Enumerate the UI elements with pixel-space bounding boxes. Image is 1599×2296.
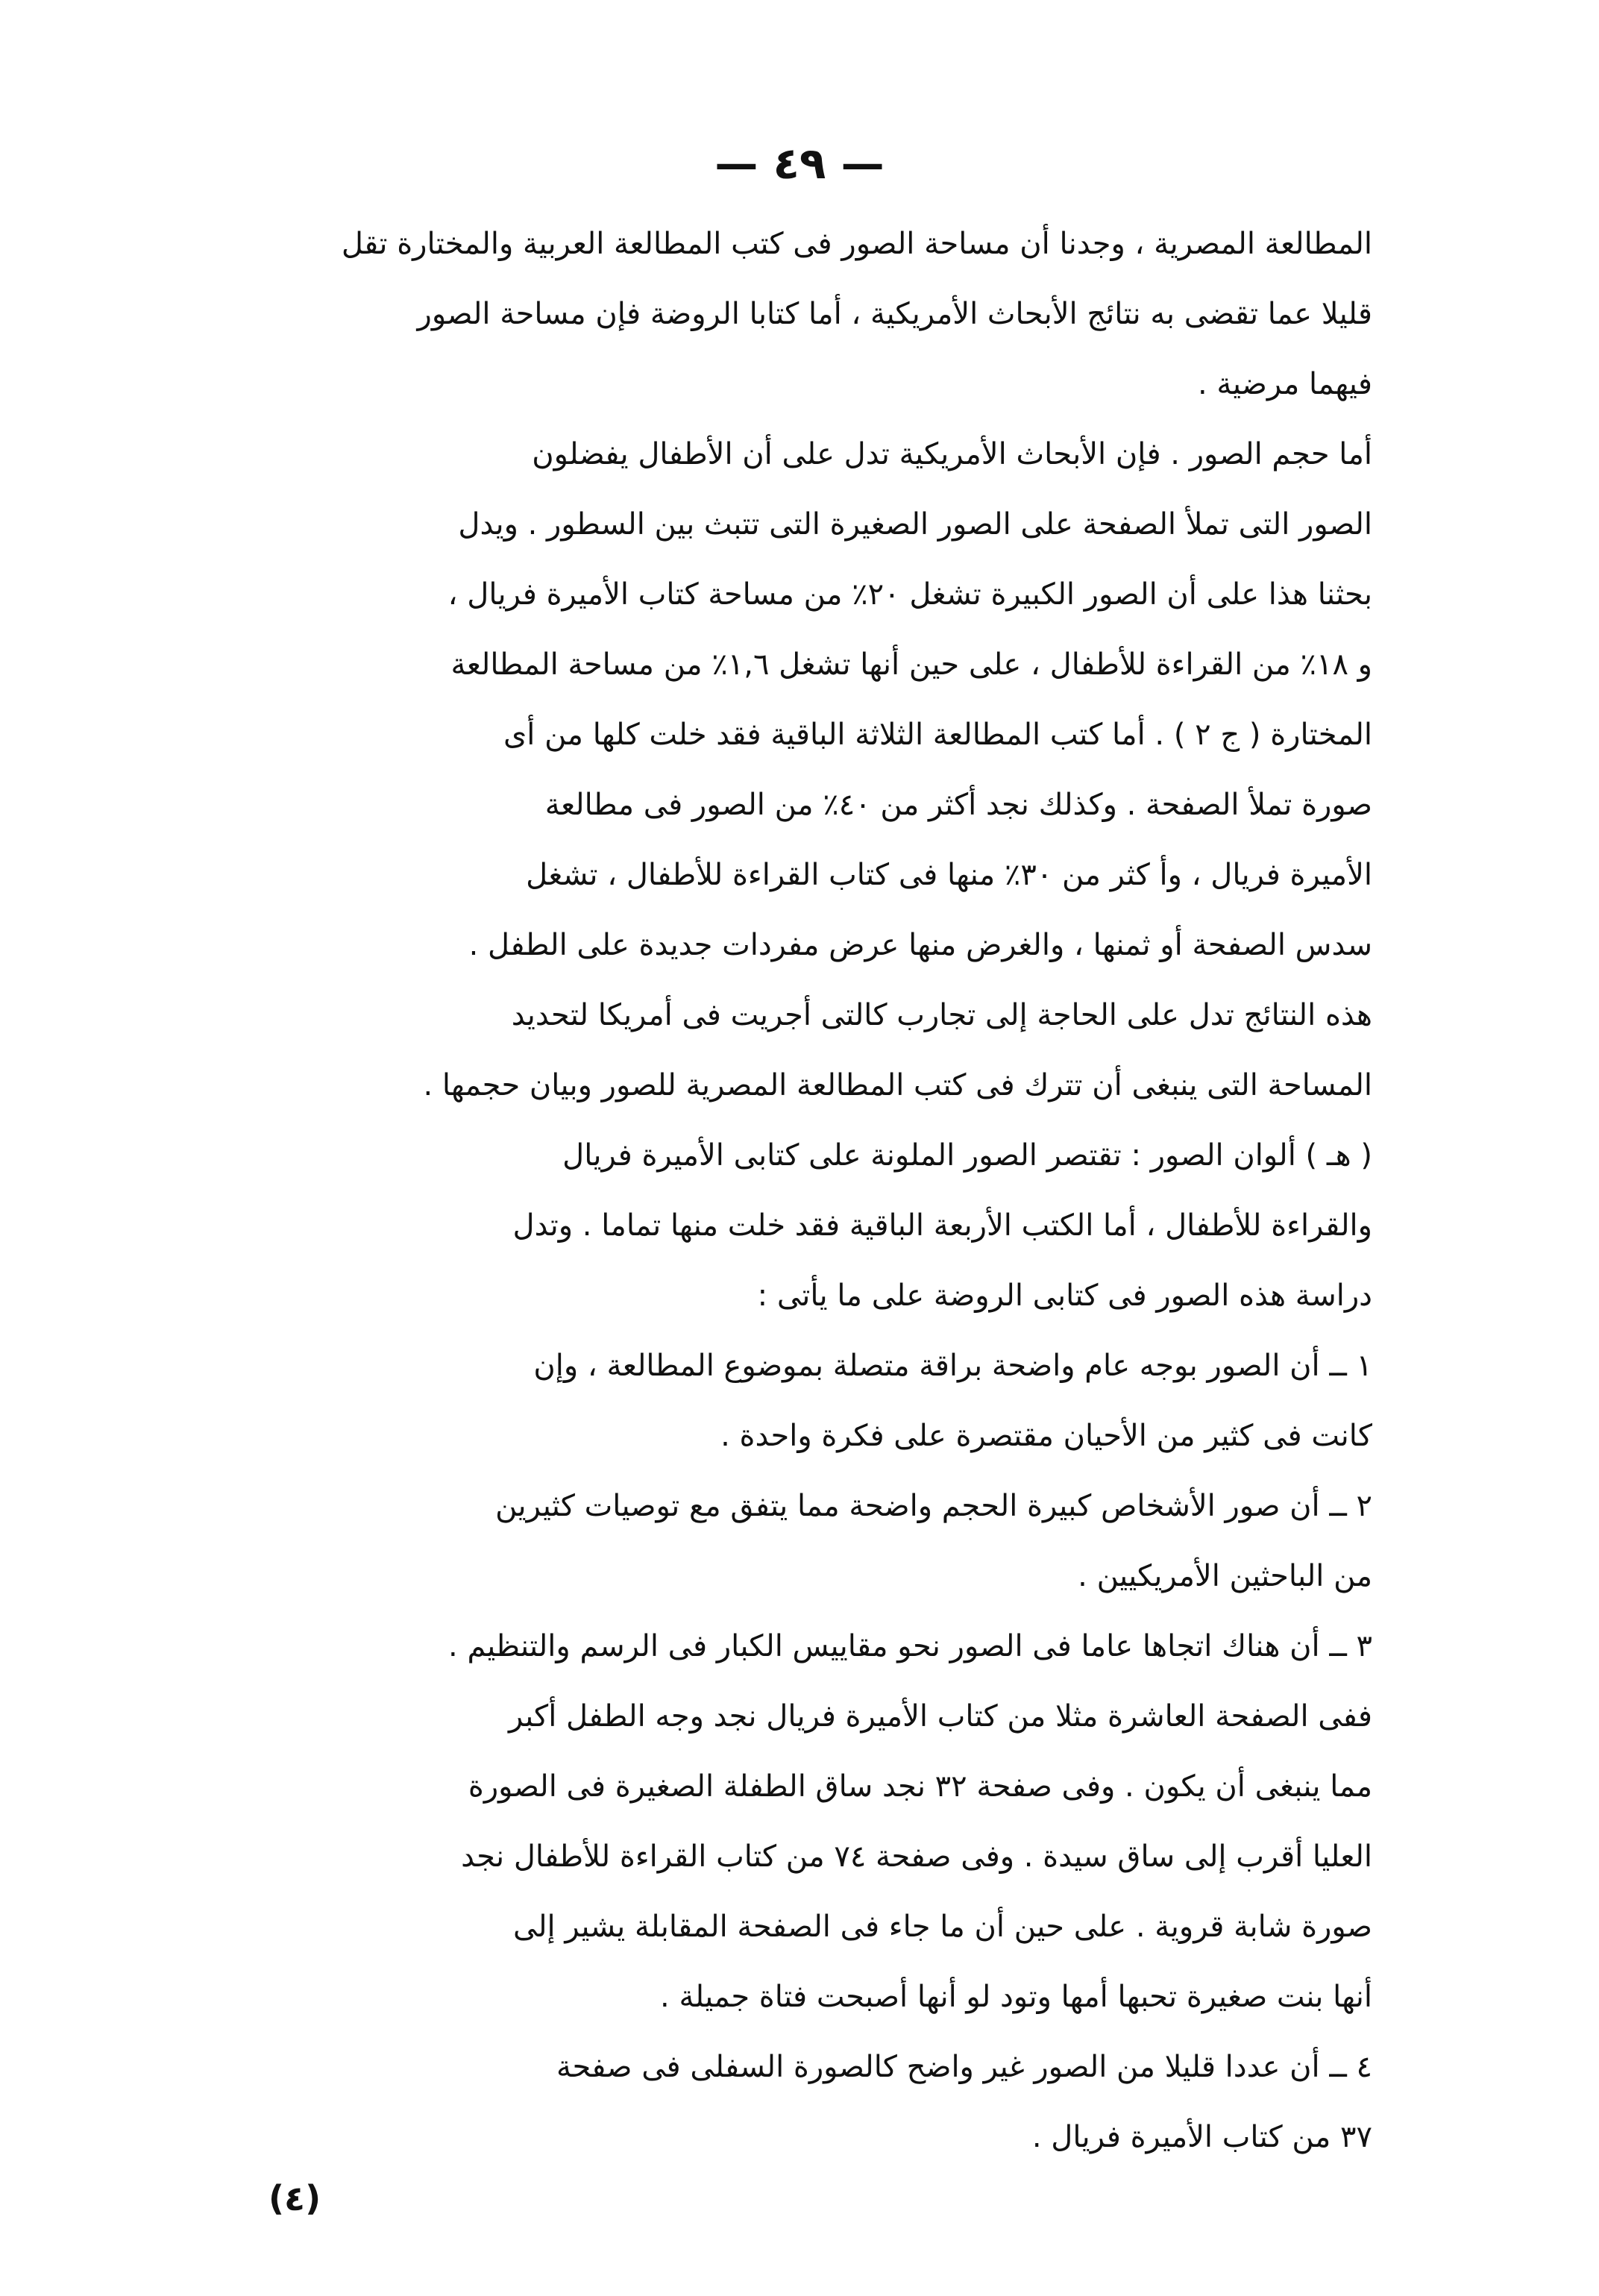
text-line: فيهما مرضية . <box>1197 367 1372 401</box>
text-line: قليلا عما تقضى به نتائج الأبحاث الأمريكية ، أما كتابا الروضة فإن مساحة الصور <box>417 297 1372 331</box>
text-line: ١ ــ أن الصور بوجه عام واضحة براقة متصلة بموضوع المطالعة ، وإن <box>533 1349 1372 1383</box>
paragraph-2 <box>246 419 1372 980</box>
text-line: بحثنا هذا على أن الصور الكبيرة تشغل ٢٠٪ من مساحة كتاب الأميرة فريال ، <box>447 577 1372 612</box>
text-line: الصور التى تملأ الصفحة على الصور الصغيرة التى تتبث بين السطور . ويدل <box>458 507 1372 542</box>
text-line: من الباحثين الأمريكيين . <box>1078 1559 1372 1593</box>
text-line: سدس الصفحة أو ثمنها ، والغرض منها عرض مفردات جديدة على الطفل . <box>468 928 1372 962</box>
text-line: ٤ ــ أن عددا قليلا من الصور غير واضح كالصورة السفلى فى صفحة <box>556 2050 1372 2084</box>
text-line: والقراءة للأطفال ، أما الكتب الأربعة الباقية فقد خلت منها تماما . وتدل <box>512 1208 1372 1243</box>
text-line: كانت فى كثير من الأحيان مقتصرة على فكرة واحدة . <box>720 1419 1372 1453</box>
body-text <box>246 209 1372 2172</box>
text-line: ٢ ــ أن صور الأشخاص كبيرة الحجم واضحة مما يتفق مع توصيات كثيرين <box>495 1489 1372 1523</box>
text-line: و ١٨٪ من القراءة للأطفال ، على حين أنها تشغل ١,٦٪ من مساحة المطالعة <box>450 647 1372 682</box>
text-line: دراسة هذه الصور فى كتابى الروضة على ما يأتى : <box>757 1279 1372 1313</box>
signature-mark: (٤) <box>268 2178 321 2218</box>
text-line: مما ينبغى أن يكون . وفى صفحة ٣٢ نجد ساق الطفلة الصغيرة فى الصورة <box>468 1769 1372 1804</box>
text-line: ٣ ــ أن هناك اتجاها عاما فى الصور نحو مقاييس الكبار فى الرسم والتنظيم . <box>448 1629 1372 1663</box>
text-line: العليا أقرب إلى ساق سيدة . وفى صفحة ٧٤ من كتاب القراءة للأطفال نجد <box>461 1839 1372 1874</box>
page-number: — ٤٩ — <box>714 138 885 189</box>
text-line: المختارة ( ج ٢ ) . أما كتب المطالعة الثلاثة الباقية فقد خلت كلها من أى <box>503 718 1372 752</box>
paragraph-7 <box>246 1611 1372 2032</box>
text-line: المطالعة المصرية ، وجدنا أن مساحة الصور فى كتب المطالعة العربية والمختارة تقل <box>341 227 1372 261</box>
paragraph-8 <box>246 2032 1372 2172</box>
text-line: ٣٧ من كتاب الأميرة فريال . <box>1031 2120 1372 2154</box>
paragraph-3 <box>246 980 1372 1120</box>
text-line: أنها بنت صغيرة تحبها أمها وتود لو أنها أصبحت فتاة جميلة . <box>660 1980 1372 2014</box>
paragraph-1 <box>246 209 1372 419</box>
text-line: ففى الصفحة العاشرة مثلا من كتاب الأميرة فريال نجد وجه الطفل أكبر <box>509 1699 1372 1734</box>
text-line: صورة شابة قروية . على حين أن ما جاء فى الصفحة المقابلة يشير إلى <box>512 1910 1372 1944</box>
paragraph-5 <box>246 1331 1372 1471</box>
text-line: أما حجم الصور . فإن الأبحاث الأمريكية تدل على أن الأطفال يفضلون <box>532 437 1372 471</box>
text-line: هذه النتائج تدل على الحاجة إلى تجارب كالتى أجريت فى أمريكا لتحديد <box>511 998 1372 1032</box>
text-line: ( هـ ) ألوان الصور : تقتصر الصور الملونة على كتابى الأميرة فريال <box>562 1138 1372 1173</box>
text-line: المساحة التى ينبغى أن تترك فى كتب المطالعة المصرية للصور وبيان حجمها . <box>423 1068 1372 1102</box>
paragraph-4 <box>246 1120 1372 1331</box>
text-line: الأميرة فريال ، وأ كثر من ٣٠٪ منها فى كتاب القراءة للأطفال ، تشغل <box>526 858 1372 892</box>
paragraph-6 <box>246 1471 1372 1611</box>
text-line: صورة تملأ الصفحة . وكذلك نجد أكثر من ٤٠٪ من الصور فى مطالعة <box>544 788 1372 822</box>
